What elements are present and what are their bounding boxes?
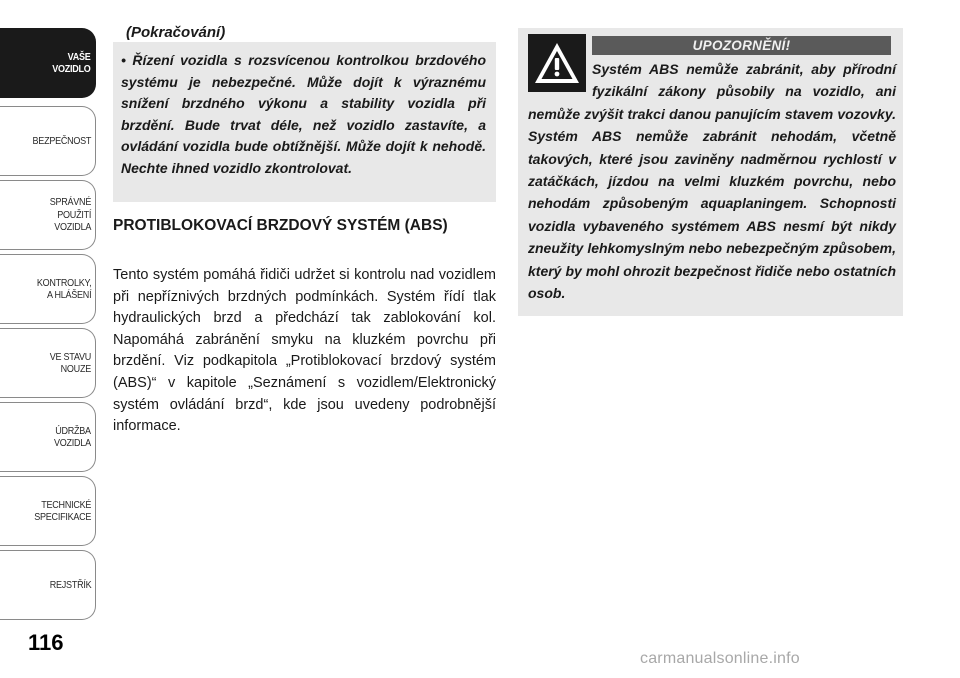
tab-udrzba-vozidla[interactable] [0,402,96,472]
body-paragraph: Tento systém pomáhá řidiči udržet si kontrolu nad vozidlem při nepříznivých brzdných podmínkách. Systém řídí tlak hydraulických brzd a předchází tak zablokování kol. Napomáhá zabránění smyku na kluzkém povrchu při brzdění. Viz podkapitola „Protiblokovací brzdový systém (ABS)“ v kapitole „Seznámení s vozidlem/Elektronický systém ovládání brzd“, kde jsou uvedeny podrobnější informace. [113,267,496,435]
note-box [113,42,496,202]
tab-ve-stavu-nouze[interactable] [0,328,96,398]
section-body [113,265,496,438]
section-heading: PROTIBLOKOVACÍ BRZDOVÝ SYSTÉM (ABS) [113,217,448,234]
tab-label: VAŠE VOZIDLO [52,50,91,75]
tab-label: ÚDRŽBA VOZIDLA [54,424,91,449]
watermark: carmanualsonline.info [640,650,800,667]
tab-label: SPRÁVNÉ POUŽITÍ VOZIDLA [49,196,91,234]
warning-box [518,28,903,316]
warning-title: UPOZORNĚNÍ! [592,36,891,55]
tab-kontrolky-a-hlaseni[interactable] [0,254,96,324]
tab-label: KONTROLKY, A HLÁŠENÍ [36,276,91,301]
tab-bezpecnost[interactable] [0,106,96,176]
warning-text-block [528,58,896,304]
continuation-label: (Pokračování) [126,24,226,41]
tab-rejstrik[interactable] [0,550,96,620]
tab-label: REJSTŘÍK [49,578,91,591]
note-text: • Řízení vozidla s rozsvícenou kontrolkou brzdového systému je nebezpečné. Může dojít k výraznému snížení brzdného výkonu a stability vozidla při brzdění. Bude trvat déle, než vozidlo zastavíte, a ovládání vozidla bude obtížnější. Může dojít k nehodě. Nechte ihned vozidlo zkontrolovat. [121,52,486,176]
page-number: 116 [28,630,64,655]
tab-label: VE STAVU NOUZE [49,350,91,375]
tab-label: TECHNICKÉ SPECIFIKACE [34,498,91,523]
warning-text: Systém ABS nemůže zabránit, aby přírodní fyzikální zákony působily na vozidlo, ani nemůže zvýšit trakci danou panujícím stavem vozovky. Systém ABS nemůže zabránit nehodám, včetně takových, které jsou zaviněny nadměrnou rychlostí v zatáčkách, jízdou na velmi kluzkém povrchu, nebo nehodám způsobeným aquaplaningem. Schopnosti vozidla vybaveného systémem ABS nesmí být nikdy zneužity lehkomyslným nebo nebezpečným způsobem, který by mohl ohrozit bezpečnost řidiče nebo ostatních osob. [528,61,896,302]
tab-vase-vozidlo[interactable] [0,28,96,98]
tab-spravne-pouziti-vozidla[interactable] [0,180,96,250]
tab-technicke-specifikace[interactable] [0,476,96,546]
chapter-tabs [0,0,98,630]
tab-label: BEZPEČNOST [32,134,91,147]
